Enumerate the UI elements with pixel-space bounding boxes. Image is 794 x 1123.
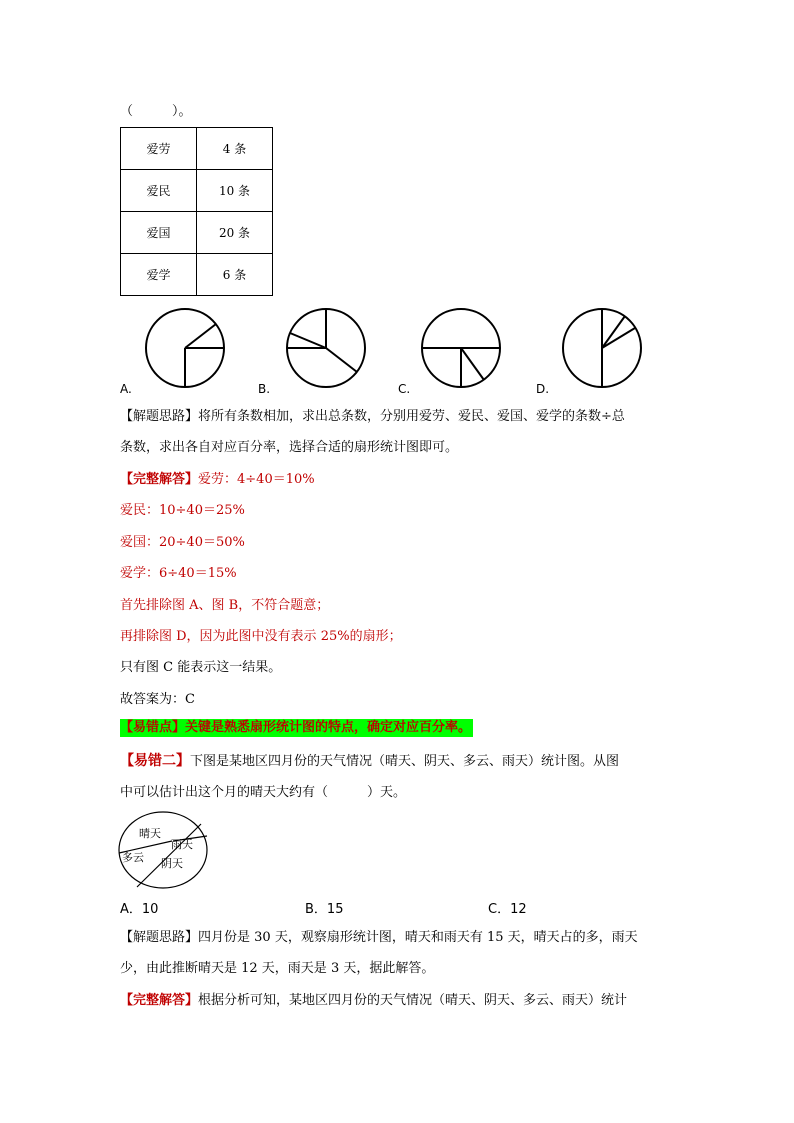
pie-option-d <box>557 305 647 395</box>
table-cell-name: 爱劳 <box>121 128 197 170</box>
question-tail: （ ）。 <box>120 104 192 119</box>
solution2-text: 根据分析可知，某地区四月份的天气情况（晴天、阴天、多云、雨天）统计 <box>198 993 628 1008</box>
data-table <box>120 127 273 296</box>
analysis-line-2: 条数，求出各自对应百分率，选择合适的扇形统计图即可。 <box>120 440 459 455</box>
analysis2-line-1 <box>120 929 638 947</box>
solution2-line-1 <box>120 992 627 1010</box>
pie-label-rain: 雨天 <box>171 838 193 851</box>
solution2-tag: 【完整解答】 <box>120 993 199 1008</box>
pie-option-a <box>140 305 230 395</box>
table-cell-value: 20 条 <box>197 212 273 254</box>
analysis-tag: 【解题思路】 <box>120 409 199 424</box>
solution-line-1 <box>120 471 315 489</box>
option-d-label: D. <box>536 382 550 396</box>
solution-line-4: 爱学：6÷40＝15% <box>120 566 237 581</box>
pie-option-b <box>281 305 371 395</box>
option-a-label: A. <box>120 382 132 396</box>
analysis-line-1 <box>120 408 625 426</box>
weather-pie-chart <box>117 810 209 890</box>
option-b-label: B. <box>258 382 271 396</box>
solution-line-5: 首先排除图 A、图 B，不符合题意； <box>120 598 330 613</box>
analysis-text: 将所有条数相加，求出总条数，分别用爱劳、爱民、爱国、爱学的条数÷总 <box>198 409 625 424</box>
solution-line-3: 爱国：20÷40＝50% <box>120 535 245 550</box>
solution-line-8: 故答案为：C <box>120 692 195 707</box>
table-cell-name: 爱学 <box>121 254 197 296</box>
q2-line-1 <box>120 752 619 771</box>
table-row <box>121 170 273 212</box>
solution-line-6: 再排除图 D，因为此图中没有表示 25%的扇形； <box>120 629 402 644</box>
q2-line-2: 中可以估计出这个月的晴天大约有（ ）天。 <box>120 785 407 800</box>
table-row <box>121 254 273 296</box>
pie-option-c <box>416 305 506 395</box>
table-row <box>121 128 273 170</box>
solution-line-2: 爱民：10÷40＝25% <box>120 503 245 518</box>
q2-text: 下图是某地区四月份的天气情况（晴天、阴天、多云、雨天）统计图。从图 <box>190 754 620 769</box>
pie-label-sunny: 晴天 <box>139 827 161 840</box>
analysis2-line-2: 少，由此推断晴天是 12 天，雨天是 3 天，据此解答。 <box>120 961 435 976</box>
solution-tag: 【完整解答】 <box>120 472 199 487</box>
solution-text: 爱劳：4÷40＝10% <box>198 472 315 487</box>
analysis2-tag: 【解题思路】 <box>120 930 199 945</box>
mistake-point: 【易错点】关键是熟悉扇形统计图的特点，确定对应百分率。 <box>120 720 472 735</box>
pie-label-overcast: 阴天 <box>161 857 183 870</box>
analysis2-text: 四月份是 30 天，观察扇形统计图，晴天和雨天有 15 天，晴天占的多，雨天 <box>198 930 638 945</box>
table-cell-value: 10 条 <box>197 170 273 212</box>
q2-option-c: C．12 <box>488 902 527 917</box>
q2-tag: 【易错二】 <box>120 753 190 769</box>
table-cell-value: 6 条 <box>197 254 273 296</box>
q2-option-b: B．15 <box>305 902 344 917</box>
q2-option-a: A．10 <box>120 902 159 917</box>
solution-line-7: 只有图 C 能表示这一结果。 <box>120 660 282 675</box>
table-cell-name: 爱国 <box>121 212 197 254</box>
table-row <box>121 212 273 254</box>
table-cell-name: 爱民 <box>121 170 197 212</box>
pie-label-cloudy: 多云 <box>122 851 144 864</box>
table-cell-value: 4 条 <box>197 128 273 170</box>
option-c-label: C. <box>398 382 411 396</box>
